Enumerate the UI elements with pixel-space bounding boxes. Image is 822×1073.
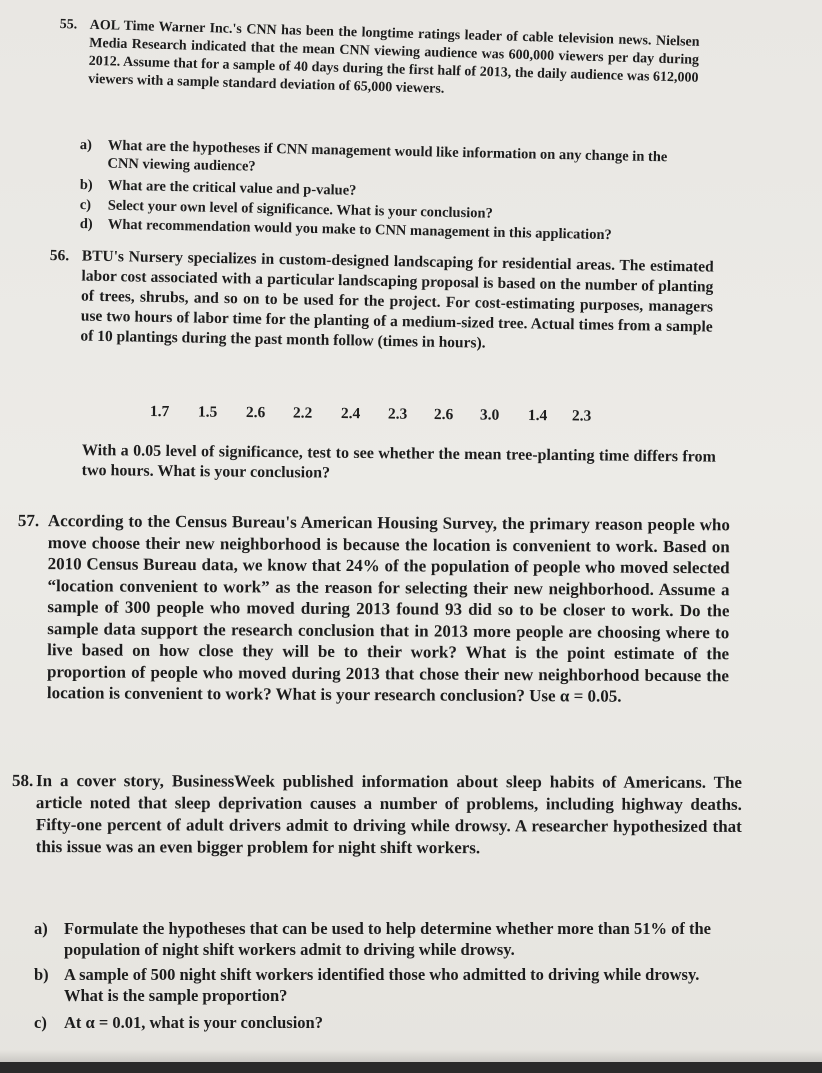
- part-label: c): [79, 196, 92, 214]
- page-edge-shadow: [0, 1050, 822, 1062]
- problem-55: [58, 16, 700, 106]
- part-label: d): [79, 215, 93, 233]
- problem-57: [17, 510, 730, 708]
- part-text: What are the critical value and p-value?: [107, 177, 357, 199]
- problem-number: 57.: [17, 510, 40, 531]
- data-value: 2.3: [571, 407, 592, 425]
- planting-times-data: [150, 403, 612, 426]
- part-text: What are the hypotheses if CNN management would like information on any change in the CNN viewing audience?: [107, 137, 668, 175]
- data-value: 1.5: [197, 403, 218, 421]
- problem-text: AOL Time Warner Inc.'s CNN has been the longtime ratings leader of cable television news. Nielsen Media Research indicated that the mean CNN viewing audience was 600,000 viewers per day during 2012. Assume that for a sample of 40 days during the first half of 2013, the daily audience was 612,000 viewers with a sample standard deviation of 65,000 viewers.: [88, 17, 700, 97]
- data-value: 1.7: [149, 403, 170, 421]
- part-text: Formulate the hypotheses that can be used to help determine whether more than 51% of the population of night shift workers admit to driving while drowsy.: [64, 919, 711, 959]
- problem-number: 56.: [49, 246, 70, 265]
- data-value: 2.2: [292, 404, 313, 422]
- part-label: a): [79, 136, 93, 154]
- problem-text: According to the Census Bureau's American Housing Survey, the primary reason people who move choose their new neighborhood is because the location is convenient to work. Based on 2010 Census Bureau data, we know that 24% of the population of people who moved selected “location convenient to work” as the reason for selecting their new neighborhood. Assume a sample of 300 people who moved during 2013 found 93 did so to be closer to work. Do the sample data support the research conclusion that in 2013 more people are choosing where to live based on how close they will be to their work? What is the point estimate of the proportion of people who moved during 2013 that chose their new neighborhood because the location is convenient to work? What is your research conclusion? Use α = 0.05.: [46, 511, 730, 706]
- part-text: What recommendation would you make to CNN management in this application?: [107, 216, 612, 244]
- part-text: A sample of 500 night shift workers identified those who admitted to driving while drowsy. What is the sample proportion?: [64, 965, 700, 1005]
- problem-58-part-a: [34, 918, 742, 960]
- part-label: b): [34, 965, 49, 984]
- part-text: At α = 0.01, what is your conclusion?: [64, 1013, 323, 1032]
- data-value: 2.4: [340, 405, 361, 423]
- problem-text-content: In a cover story, BusinessWeek published information about sleep habits of Americans. The article noted that sleep deprivation causes a number of problems, including highway deaths. Fifty-one percent of adult drivers admit to driving while drowsy. A researcher hypothesized that this issue was an even bigger problem for night shift workers.: [35, 771, 742, 858]
- problem-text: BTU's Nursery specializes in custom-designed landscaping for residential areas. The estimated labor cost associated with a particular landscaping proposal is based on the number of planting of trees, shrubs, and so on to be used for the project. For cost-estimating purposes, managers use two hours of labor time for the planting of a medium-sized tree. Actual times from a sample of 10 plantings during the past month follow (times in hours).: [80, 247, 714, 352]
- problem-number: 55.: [59, 16, 78, 33]
- problem-58-part-b: [34, 964, 742, 1006]
- data-value: 2.6: [245, 404, 266, 422]
- followup-text: With a 0.05 level of significance, test to see whether the mean tree-planting time differs from two hours. What is your conclusion?: [81, 441, 716, 482]
- part-label: a): [34, 919, 48, 938]
- problem-58-part-c: [34, 1012, 742, 1033]
- data-value: 2.6: [433, 405, 454, 424]
- data-value: 2.3: [387, 405, 408, 423]
- problem-56: [48, 246, 714, 358]
- data-value: 3.0: [479, 406, 500, 424]
- problem-text: [36, 770, 742, 860]
- part-label: b): [79, 176, 93, 194]
- part-text: Select your own level of significance. What is your conclusion?: [107, 197, 493, 222]
- part-label: c): [34, 1013, 47, 1032]
- problem-56-followup: [82, 441, 716, 488]
- data-value: 1.4: [527, 406, 548, 425]
- problem-58: [12, 770, 742, 860]
- page-bottom-edge: [0, 1062, 822, 1073]
- problem-number: 58.: [11, 771, 34, 791]
